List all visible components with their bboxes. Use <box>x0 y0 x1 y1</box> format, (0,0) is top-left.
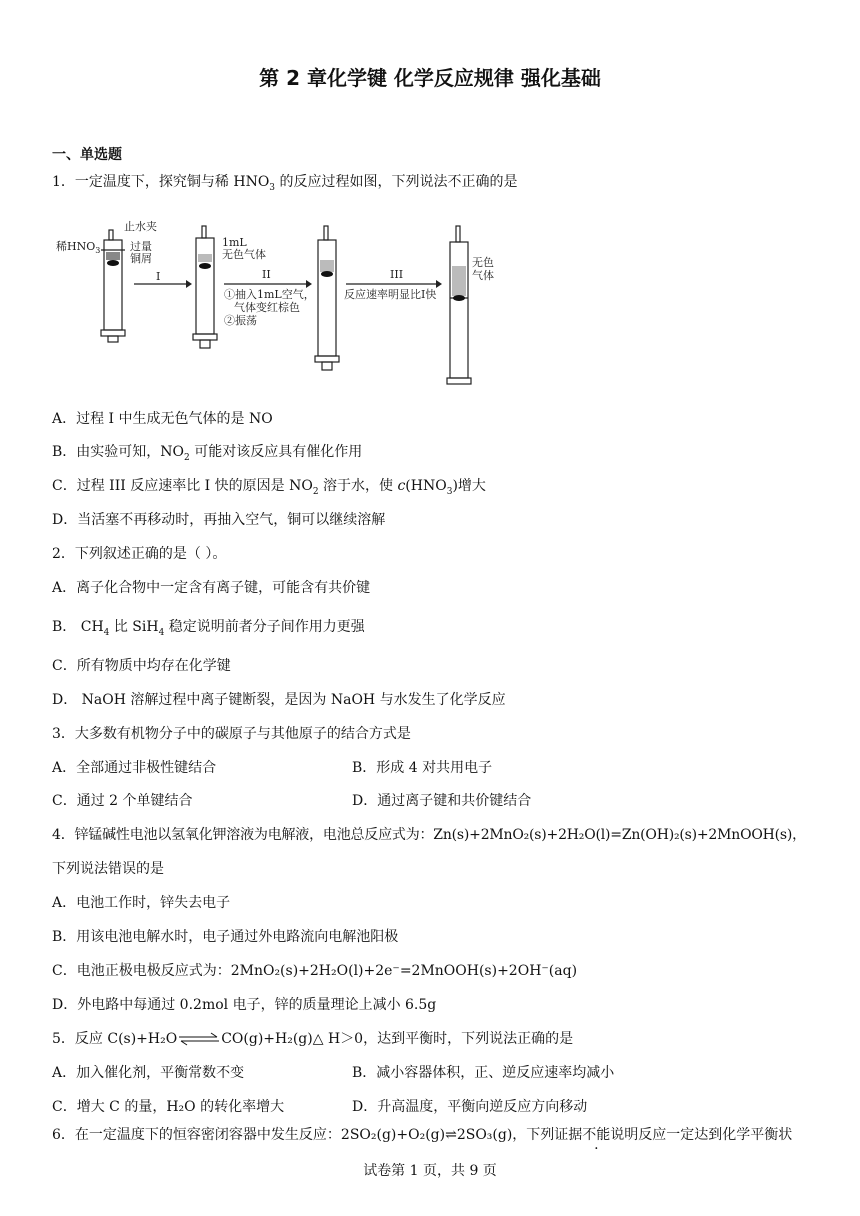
syringe-1 <box>101 230 125 342</box>
q2-option-a: A．离子化合物中一定含有离子键，可能含有共价键 <box>52 580 371 596</box>
question-1-stem: 1．一定温度下，探究铜与稀 $HNO_3$ 的反应过程如图，下列说法不正确的是 <box>52 174 518 193</box>
question-5-stem: 5．反应 C(s)+H₂O CO(g)+H₂(g)△ H＞0，达到平衡时，下列说法正确的是 <box>52 1031 574 1047</box>
q2-option-c: C．所有物质中均存在化学键 <box>52 658 231 674</box>
page-title: 第 2 章化学键 化学反应规律 强化基础 <box>259 66 601 90</box>
question-4-stem-2: 下列说法错误的是 <box>52 861 164 877</box>
step-1: I <box>156 270 161 283</box>
q5-option-c: C．增大 C 的量，H₂O 的转化率增大 <box>52 1099 285 1115</box>
label-gas: 无色气体 <box>222 248 266 261</box>
q2-option-d: D． NaOH 溶解过程中离子键断裂，是因为 NaOH 与水发生了化学反应 <box>52 692 506 708</box>
q4-option-a: A．电池工作时，锌失去电子 <box>52 895 231 911</box>
q3-option-a: A．全部通过非极性键结合 <box>52 760 217 776</box>
q4-option-c: C．电池正极电极反应式为：2MnO₂(s)+2H₂O(l)+2e⁻=2MnOOH(s)+2OH⁻(aq) <box>52 963 578 979</box>
q1-option-a: A．过程 I 中生成无色气体的是 NO <box>52 411 273 427</box>
emphasis-text: 不能 <box>582 1127 611 1143</box>
q3-option-b: B．形成 4 对共用电子 <box>352 760 493 776</box>
label-copper-a: 过量 <box>130 240 152 253</box>
gas-fill-4 <box>452 266 466 296</box>
step-3: III <box>390 268 404 281</box>
label-clamp: 止水夹 <box>124 220 157 233</box>
label-hno3: 稀$HNO_3$ <box>56 240 101 255</box>
label-1ml: 1mL <box>222 236 247 249</box>
copper-1 <box>107 260 119 266</box>
copper-4 <box>453 295 465 301</box>
step-2-note-3: ②振荡 <box>224 314 257 327</box>
q5-option-b: B．减小容器体积，正、逆反应速率均减小 <box>352 1065 615 1081</box>
q1-option-c: C．过程 III 反应速率比 I 快的原因是 $NO_2$ 溶于水，使 $c(HNO_3)$增大 <box>52 478 486 497</box>
label-gas2-b: 气体 <box>472 269 494 282</box>
page-footer: 试卷第 1 页，共 9 页 <box>363 1163 497 1179</box>
step-2-note-1: ①抽入1mL空气， <box>224 288 315 301</box>
q5-option-a: A．加入催化剂，平衡常数不变 <box>52 1065 245 1081</box>
equilibrium-arrow-icon <box>177 1032 221 1046</box>
copper-2 <box>199 263 211 269</box>
q4-option-d: D．外电路中每通过 0.2mol 电子，锌的质量理论上减小 6.5g <box>52 997 437 1013</box>
q1-option-b: B．由实验可知，$NO_2$ 可能对该反应具有催化作用 <box>52 444 363 463</box>
question-3-stem: 3．大多数有机物分子中的碳原子与其他原子的结合方式是 <box>52 726 411 742</box>
label-copper-b: 铜屑 <box>130 252 152 265</box>
syringe-2 <box>193 226 217 348</box>
syringe-3 <box>315 226 339 370</box>
label-gas2-a: 无色 <box>472 256 494 269</box>
q3-option-d: D．通过离子键和共价键结合 <box>352 793 532 809</box>
acid-fill-1 <box>106 252 120 260</box>
q3-option-c: C．通过 2 个单键结合 <box>52 793 193 809</box>
gas-fill-3 <box>320 260 334 272</box>
experiment-figure <box>56 216 776 392</box>
syringe-4 <box>447 226 471 384</box>
gas-fill-2 <box>198 254 212 262</box>
step-2: II <box>262 268 271 281</box>
q2-option-b: B． $CH_4$ 比 SiH$_4$ 稳定说明前者分子间作用力更强 <box>52 619 365 638</box>
step-3-note: 反应速率明显比I快 <box>344 288 437 301</box>
q5-option-d: D．升高温度，平衡向逆反应方向移动 <box>352 1099 588 1115</box>
question-4-stem: 4．锌锰碱性电池以氢氧化钾溶液为电解液，电池总反应式为：Zn(s)+2MnO₂(s)+2H₂O(l)=Zn(OH)₂(s)+2MnOOH(s)， <box>52 827 806 843</box>
question-6-stem: 6．在一定温度下的恒容密闭容器中发生反应：2SO₂(g)+O₂(g)⇌2SO₃(g)，下列证据不能说明反应一定达到化学平衡状 <box>52 1127 793 1143</box>
copper-3 <box>321 271 333 277</box>
q1-option-d: D．当活塞不再移动时，再抽入空气，铜可以继续溶解 <box>52 512 386 528</box>
section-heading: 一、单选题 <box>52 147 122 163</box>
q4-option-b: B．用该电池电解水时，电子通过外电路流向电解池阳极 <box>52 929 399 945</box>
step-2-note-2: 气体变红棕色 <box>234 301 300 314</box>
question-2-stem: 2．下列叙述正确的是（ ）。 <box>52 546 227 562</box>
